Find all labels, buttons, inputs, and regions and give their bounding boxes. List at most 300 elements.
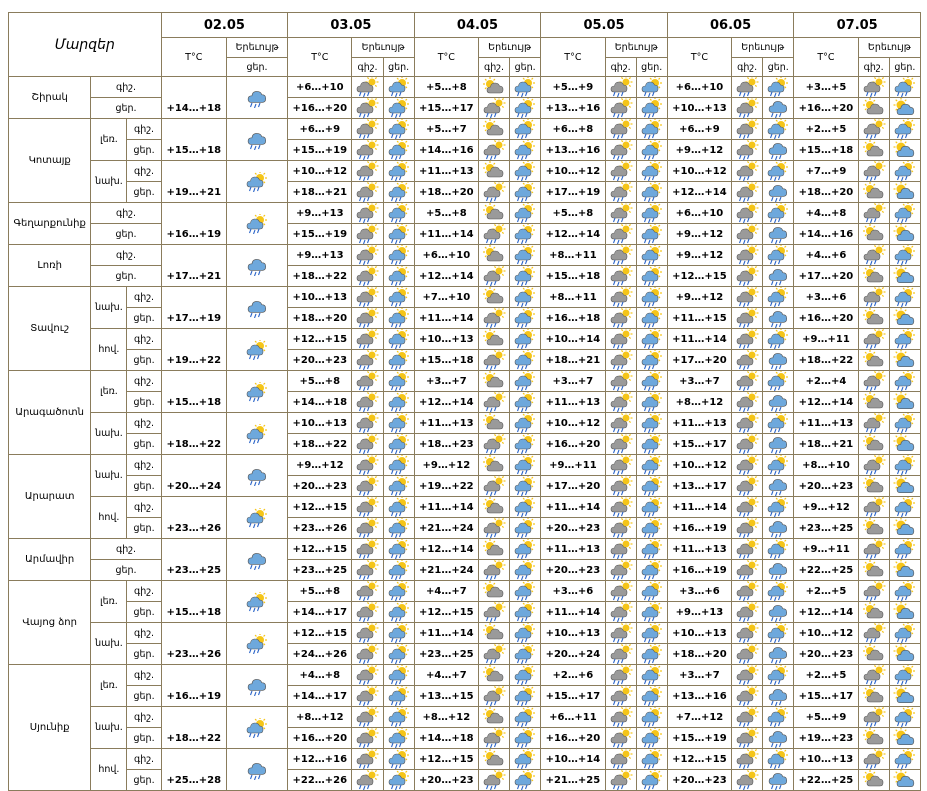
cloud-rain-icon	[605, 224, 636, 245]
sun-cloud-icon	[889, 644, 920, 665]
rain-cloud-icon	[763, 476, 794, 497]
sun-cloud-icon	[889, 308, 920, 329]
temperature-value: +14…+18	[288, 392, 352, 413]
cloud-rain-icon	[352, 392, 383, 413]
sun-cloud-rain-icon	[636, 266, 667, 287]
cloud-sun-icon	[858, 224, 889, 245]
cloud-rain-icon	[858, 455, 889, 476]
date-header: 03.05	[288, 13, 415, 38]
sun-cloud-rain-icon	[636, 518, 667, 539]
temperature-value: +23…+26	[161, 623, 226, 665]
sun-cloud-rain-icon	[383, 434, 414, 455]
cloud-rain-icon	[605, 329, 636, 350]
sun-cloud-rain-icon	[763, 539, 794, 560]
cloud-rain-icon	[732, 413, 763, 434]
sun-cloud-rain-icon	[383, 581, 414, 602]
date-header: 07.05	[794, 13, 921, 38]
sun-cloud-rain-icon	[510, 686, 541, 707]
temperature-value: +20…+23	[541, 518, 605, 539]
temperature-value: +22…+25	[794, 770, 858, 791]
cloud-rain-icon	[732, 245, 763, 266]
phenomenon-header: Երեւույթ	[605, 38, 667, 58]
cloud-rain-icon	[732, 749, 763, 770]
temperature-value: +15…+18	[161, 371, 226, 413]
cloud-sun-icon	[478, 77, 509, 98]
sun-cloud-rain-icon	[383, 728, 414, 749]
temperature-value: +20…+23	[541, 560, 605, 581]
cloud-rain-icon	[732, 308, 763, 329]
cloud-rain-icon	[478, 98, 509, 119]
forecast-row	[9, 266, 921, 287]
cloud-rain-icon	[605, 434, 636, 455]
sun-cloud-rain-icon	[383, 224, 414, 245]
time-of-day-label: գիշ.	[91, 203, 161, 224]
cloud-sun-icon	[478, 623, 509, 644]
temperature-value: +12…+15	[667, 749, 731, 770]
sun-cloud-rain-icon	[763, 329, 794, 350]
sun-cloud-rain-icon	[510, 98, 541, 119]
cloud-rain-icon	[858, 203, 889, 224]
rain-cloud-icon	[226, 119, 287, 161]
temperature-value: +14…+18	[161, 77, 226, 119]
temperature-header: T°C	[794, 38, 858, 77]
time-of-day-label: գիշ.	[127, 665, 161, 686]
sun-cloud-icon	[889, 224, 920, 245]
cloud-rain-icon	[858, 371, 889, 392]
sun-cloud-rain-icon	[383, 455, 414, 476]
temperature-value: +12…+14	[794, 392, 858, 413]
cloud-rain-icon	[605, 770, 636, 791]
forecast-row	[9, 392, 921, 413]
cloud-rain-icon	[478, 560, 509, 581]
forecast-row	[9, 770, 921, 791]
temperature-value: +20…+23	[414, 770, 478, 791]
sun-cloud-rain-icon	[510, 728, 541, 749]
day-subheader: ցեր.	[510, 58, 541, 77]
sun-cloud-rain-icon	[636, 623, 667, 644]
sun-cloud-rain-icon	[636, 665, 667, 686]
sun-cloud-rain-icon	[510, 287, 541, 308]
temperature-value: +11…+13	[667, 539, 731, 560]
rain-cloud-icon	[226, 413, 287, 455]
temperature-value: +14…+16	[414, 140, 478, 161]
temperature-value: +23…+25	[794, 518, 858, 539]
temperature-value: +20…+24	[161, 455, 226, 497]
regions-header: Մարզեր	[9, 13, 162, 77]
cloud-rain-icon	[858, 623, 889, 644]
temperature-value: +18…+20	[288, 308, 352, 329]
temperature-value: +18…+21	[288, 182, 352, 203]
sun-cloud-rain-icon	[763, 455, 794, 476]
sun-cloud-rain-icon	[510, 392, 541, 413]
temperature-value: +13…+15	[414, 686, 478, 707]
forecast-row	[9, 119, 921, 140]
temperature-value: +10…+12	[667, 161, 731, 182]
zone-label: լեռ.	[91, 371, 127, 413]
temperature-value: +3…+6	[541, 581, 605, 602]
temperature-value: +12…+16	[288, 749, 352, 770]
cloud-rain-icon	[605, 350, 636, 371]
sun-cloud-rain-icon	[889, 497, 920, 518]
cloud-sun-icon	[858, 392, 889, 413]
cloud-rain-icon	[732, 581, 763, 602]
temperature-value: +12…+15	[288, 497, 352, 518]
temperature-value: +20…+23	[667, 770, 731, 791]
time-of-day-label: ցեր.	[91, 266, 161, 287]
rain-cloud-icon	[226, 371, 287, 413]
sun-cloud-rain-icon	[636, 308, 667, 329]
sun-cloud-rain-icon	[383, 476, 414, 497]
temperature-value: +12…+15	[667, 266, 731, 287]
zone-label: նախ.	[91, 707, 127, 749]
rain-cloud-icon	[763, 182, 794, 203]
sun-cloud-rain-icon	[510, 707, 541, 728]
cloud-rain-icon	[732, 182, 763, 203]
sun-cloud-rain-icon	[510, 350, 541, 371]
temperature-value: +21…+24	[414, 560, 478, 581]
sun-cloud-rain-icon	[383, 308, 414, 329]
region-name: Արարատ	[9, 455, 91, 539]
temperature-value: +16…+19	[161, 203, 226, 245]
cloud-sun-icon	[858, 350, 889, 371]
cloud-rain-icon	[732, 539, 763, 560]
cloud-rain-icon	[858, 77, 889, 98]
temperature-value: +12…+14	[414, 392, 478, 413]
cloud-sun-icon	[858, 770, 889, 791]
cloud-rain-icon	[478, 728, 509, 749]
sun-cloud-rain-icon	[383, 161, 414, 182]
temperature-value: +7…+9	[794, 161, 858, 182]
rain-cloud-icon	[763, 266, 794, 287]
temperature-value: +14…+17	[288, 686, 352, 707]
sun-cloud-rain-icon	[383, 707, 414, 728]
time-of-day-label: գիշ.	[127, 581, 161, 602]
time-of-day-label: ցեր.	[127, 644, 161, 665]
temperature-value: +18…+22	[794, 350, 858, 371]
cloud-rain-icon	[352, 560, 383, 581]
cloud-rain-icon	[605, 518, 636, 539]
forecast-row	[9, 413, 921, 434]
rain-cloud-icon	[763, 602, 794, 623]
temperature-value: +8…+12	[414, 707, 478, 728]
cloud-rain-icon	[732, 371, 763, 392]
temperature-value: +5…+9	[541, 77, 605, 98]
cloud-rain-icon	[605, 371, 636, 392]
temperature-value: +19…+23	[794, 728, 858, 749]
sun-cloud-rain-icon	[510, 182, 541, 203]
temperature-value: +6…+10	[667, 77, 731, 98]
time-of-day-label: ցեր.	[127, 182, 161, 203]
zone-label: հով.	[91, 749, 127, 791]
temperature-value: +23…+25	[161, 539, 226, 581]
cloud-rain-icon	[605, 245, 636, 266]
sun-cloud-rain-icon	[383, 602, 414, 623]
sun-cloud-rain-icon	[383, 119, 414, 140]
forecast-row	[9, 497, 921, 518]
cloud-rain-icon	[478, 770, 509, 791]
temperature-value: +5…+8	[541, 203, 605, 224]
temperature-value: +9…+12	[667, 287, 731, 308]
temperature-value: +6…+11	[541, 707, 605, 728]
cloud-rain-icon	[478, 182, 509, 203]
temperature-value: +17…+21	[161, 245, 226, 287]
temperature-value: +15…+18	[414, 350, 478, 371]
rain-cloud-icon	[763, 518, 794, 539]
rain-cloud-icon	[763, 560, 794, 581]
sun-cloud-rain-icon	[510, 77, 541, 98]
cloud-sun-icon	[478, 455, 509, 476]
temperature-value: +6…+8	[541, 119, 605, 140]
sun-cloud-rain-icon	[383, 329, 414, 350]
cloud-rain-icon	[352, 161, 383, 182]
sun-cloud-icon	[889, 518, 920, 539]
temperature-value: +13…+16	[541, 98, 605, 119]
temperature-value: +8…+11	[541, 287, 605, 308]
temperature-value: +19…+22	[414, 476, 478, 497]
phenomenon-header: Երեւույթ	[352, 38, 414, 58]
time-of-day-label: գիշ.	[127, 119, 161, 140]
rain-cloud-icon	[763, 224, 794, 245]
forecast-row	[9, 371, 921, 392]
sun-cloud-rain-icon	[889, 119, 920, 140]
sun-cloud-rain-icon	[636, 119, 667, 140]
forecast-row	[9, 308, 921, 329]
temperature-value: +12…+14	[541, 224, 605, 245]
sun-cloud-rain-icon	[636, 224, 667, 245]
forecast-row	[9, 581, 921, 602]
cloud-rain-icon	[478, 308, 509, 329]
rain-cloud-icon	[763, 728, 794, 749]
region-name: Լոռի	[9, 245, 91, 287]
cloud-rain-icon	[605, 182, 636, 203]
cloud-rain-icon	[352, 770, 383, 791]
temperature-header: T°C	[288, 38, 352, 77]
sun-cloud-rain-icon	[636, 140, 667, 161]
cloud-rain-icon	[858, 749, 889, 770]
temperature-value: +17…+20	[667, 350, 731, 371]
sun-cloud-rain-icon	[889, 329, 920, 350]
rain-cloud-icon	[763, 308, 794, 329]
region-name: Արմավիր	[9, 539, 91, 581]
cloud-sun-icon	[858, 602, 889, 623]
forecast-row	[9, 350, 921, 371]
sun-cloud-rain-icon	[889, 665, 920, 686]
cloud-sun-icon	[858, 518, 889, 539]
sun-cloud-rain-icon	[510, 602, 541, 623]
time-of-day-label: գիշ.	[127, 371, 161, 392]
temperature-value: +5…+8	[288, 371, 352, 392]
cloud-rain-icon	[605, 623, 636, 644]
temperature-value: +9…+12	[794, 497, 858, 518]
cloud-rain-icon	[352, 434, 383, 455]
cloud-sun-icon	[858, 182, 889, 203]
temperature-value: +5…+9	[794, 707, 858, 728]
rain-cloud-icon	[226, 287, 287, 329]
zone-label: նախ.	[91, 455, 127, 497]
temperature-value: +9…+13	[288, 245, 352, 266]
temperature-value: +16…+20	[288, 98, 352, 119]
sun-cloud-rain-icon	[383, 623, 414, 644]
cloud-sun-icon	[858, 140, 889, 161]
cloud-rain-icon	[352, 77, 383, 98]
temperature-value: +18…+23	[414, 434, 478, 455]
phenomenon-header: Երեւույթ	[858, 38, 920, 58]
cloud-rain-icon	[352, 266, 383, 287]
zone-label: նախ.	[91, 161, 127, 203]
sun-cloud-rain-icon	[636, 434, 667, 455]
sun-cloud-rain-icon	[763, 77, 794, 98]
temperature-value: +5…+8	[414, 77, 478, 98]
temperature-value: +20…+23	[288, 350, 352, 371]
sun-cloud-rain-icon	[383, 770, 414, 791]
cloud-sun-icon	[478, 665, 509, 686]
temperature-value: +4…+8	[794, 203, 858, 224]
sun-cloud-rain-icon	[383, 182, 414, 203]
sun-cloud-rain-icon	[636, 182, 667, 203]
sun-cloud-rain-icon	[889, 539, 920, 560]
zone-label: լեռ.	[91, 581, 127, 623]
temperature-value: +14…+18	[414, 728, 478, 749]
rain-cloud-icon	[763, 392, 794, 413]
cloud-rain-icon	[352, 455, 383, 476]
forecast-row	[9, 518, 921, 539]
sun-cloud-rain-icon	[889, 623, 920, 644]
cloud-rain-icon	[478, 518, 509, 539]
temperature-value: +8…+11	[541, 245, 605, 266]
cloud-rain-icon	[478, 644, 509, 665]
rain-cloud-icon	[763, 140, 794, 161]
temperature-value: +16…+20	[541, 434, 605, 455]
cloud-sun-icon	[858, 476, 889, 497]
cloud-rain-icon	[352, 203, 383, 224]
phenomenon-header: Երեւույթ	[226, 38, 287, 58]
temperature-value: +11…+13	[541, 539, 605, 560]
time-of-day-label: ցեր.	[127, 140, 161, 161]
temperature-value: +12…+15	[288, 539, 352, 560]
cloud-rain-icon	[352, 413, 383, 434]
day-subheader: ցեր.	[226, 58, 287, 77]
sun-cloud-rain-icon	[383, 497, 414, 518]
sun-cloud-icon	[889, 98, 920, 119]
time-of-day-label: ցեր.	[91, 98, 161, 119]
sun-cloud-rain-icon	[383, 77, 414, 98]
cloud-rain-icon	[605, 539, 636, 560]
cloud-rain-icon	[732, 161, 763, 182]
forecast-row	[9, 602, 921, 623]
temperature-value: +11…+13	[541, 392, 605, 413]
cloud-rain-icon	[605, 392, 636, 413]
sun-cloud-rain-icon	[510, 371, 541, 392]
temperature-value: +11…+13	[794, 413, 858, 434]
temperature-value: +23…+26	[161, 497, 226, 539]
cloud-rain-icon	[352, 329, 383, 350]
temperature-value: +3…+7	[414, 371, 478, 392]
sun-cloud-rain-icon	[510, 581, 541, 602]
temperature-value: +23…+25	[288, 560, 352, 581]
temperature-value: +22…+25	[794, 560, 858, 581]
sun-cloud-icon	[889, 686, 920, 707]
cloud-rain-icon	[732, 455, 763, 476]
temperature-value: +5…+8	[414, 203, 478, 224]
sun-cloud-rain-icon	[889, 413, 920, 434]
temperature-value: +19…+21	[161, 161, 226, 203]
cloud-rain-icon	[478, 392, 509, 413]
temperature-value: +18…+22	[288, 266, 352, 287]
cloud-rain-icon	[478, 224, 509, 245]
time-of-day-label: գիշ.	[127, 329, 161, 350]
sun-cloud-rain-icon	[636, 770, 667, 791]
cloud-rain-icon	[858, 329, 889, 350]
day-subheader: ցեր.	[636, 58, 667, 77]
time-of-day-label: գիշ.	[91, 245, 161, 266]
cloud-rain-icon	[478, 350, 509, 371]
temperature-value: +16…+20	[541, 728, 605, 749]
cloud-rain-icon	[352, 686, 383, 707]
cloud-rain-icon	[732, 434, 763, 455]
sun-cloud-rain-icon	[636, 371, 667, 392]
temperature-value: +10…+13	[288, 413, 352, 434]
rain-cloud-icon	[226, 203, 287, 245]
cloud-rain-icon	[352, 476, 383, 497]
cloud-rain-icon	[605, 602, 636, 623]
cloud-rain-icon	[605, 413, 636, 434]
temperature-value: +4…+6	[794, 245, 858, 266]
temperature-value: +9…+11	[794, 329, 858, 350]
cloud-rain-icon	[352, 287, 383, 308]
time-of-day-label: գիշ.	[127, 749, 161, 770]
sun-cloud-rain-icon	[889, 161, 920, 182]
temperature-value: +12…+15	[288, 623, 352, 644]
sun-cloud-rain-icon	[510, 203, 541, 224]
cloud-rain-icon	[352, 581, 383, 602]
cloud-rain-icon	[605, 476, 636, 497]
cloud-rain-icon	[605, 686, 636, 707]
sun-cloud-rain-icon	[763, 707, 794, 728]
sun-cloud-rain-icon	[510, 560, 541, 581]
rain-cloud-icon	[226, 581, 287, 623]
night-subheader: գիշ.	[732, 58, 763, 77]
forecast-row	[9, 707, 921, 728]
temperature-value: +10…+13	[667, 623, 731, 644]
cloud-rain-icon	[605, 644, 636, 665]
time-of-day-label: ցեր.	[127, 518, 161, 539]
temperature-value: +22…+26	[288, 770, 352, 791]
sun-cloud-rain-icon	[763, 497, 794, 518]
temperature-value: +11…+14	[667, 497, 731, 518]
cloud-rain-icon	[605, 266, 636, 287]
cloud-rain-icon	[478, 476, 509, 497]
temperature-value: +5…+7	[414, 119, 478, 140]
cloud-rain-icon	[732, 77, 763, 98]
cloud-rain-icon	[352, 644, 383, 665]
sun-cloud-rain-icon	[510, 770, 541, 791]
temperature-value: +11…+14	[541, 497, 605, 518]
sun-cloud-rain-icon	[763, 371, 794, 392]
cloud-rain-icon	[732, 329, 763, 350]
sun-cloud-rain-icon	[510, 413, 541, 434]
temperature-value: +2…+4	[794, 371, 858, 392]
temperature-value: +12…+14	[414, 266, 478, 287]
time-of-day-label: գիշ.	[127, 455, 161, 476]
sun-cloud-rain-icon	[889, 371, 920, 392]
temperature-value: +24…+26	[288, 644, 352, 665]
rain-cloud-icon	[226, 707, 287, 749]
temperature-value: +3…+7	[667, 665, 731, 686]
temperature-value: +18…+20	[667, 644, 731, 665]
temperature-value: +15…+17	[667, 434, 731, 455]
temperature-value: +3…+6	[667, 581, 731, 602]
temperature-value: +18…+22	[288, 434, 352, 455]
